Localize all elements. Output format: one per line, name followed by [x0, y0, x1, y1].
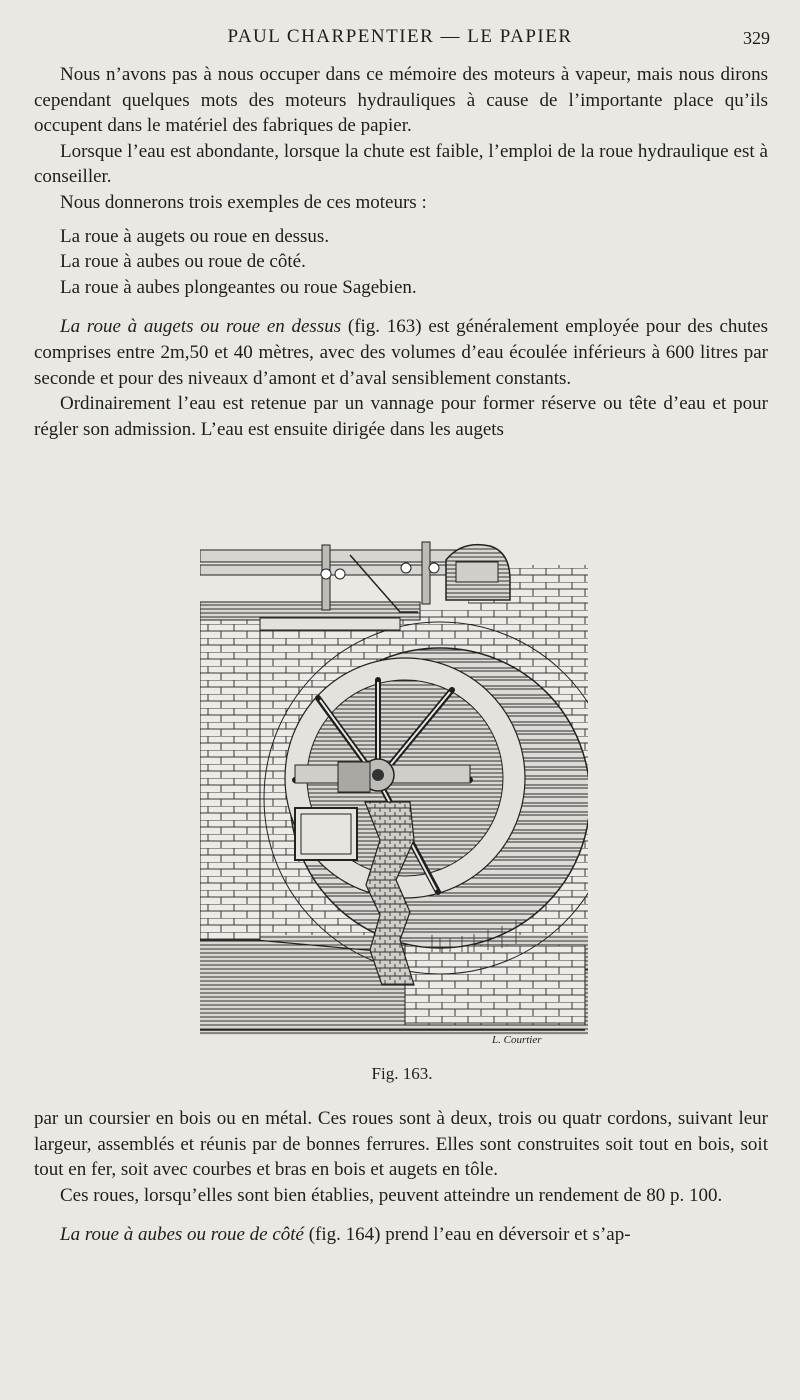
paragraph-sluice: Ordinairement l’eau est retenue par un vannage pour former réserve ou tête d’eau et pour régler son admission. L’eau est ensuite dirigée dans les augets [34, 393, 768, 440]
paragraph-race: par un coursier en bois ou en métal. Ces roues sont à deux, trois ou quatr cordons, suivant leur largeur, assemblés et réunis par de bonnes ferrures. Elles sont construites soit tout en bois, soit tout en fer, soit avec courbes et bras en bois et augets en tôle. [34, 1108, 768, 1181]
page-number: 329 [743, 28, 770, 48]
paragraph-efficiency: Ces roues, lorsqu’elles sont bien établies, peuvent atteindre un rendement de 80 p. 100. [60, 1184, 723, 1206]
list-item: La roue à aubes ou roue de côté. [60, 251, 306, 273]
paragraph-examples: Nous donnerons trois exemples de ces moteurs : [60, 191, 427, 213]
figure-caption: Fig. 163. [371, 1064, 433, 1083]
engraver-credit: L. Courtier [492, 1034, 542, 1046]
running-title: PAUL CHARPENTIER — LE PAPIER [227, 26, 573, 47]
text-block-lower [34, 1106, 768, 1248]
italic-term: La roue à augets ou roue en dessus [60, 316, 342, 338]
paragraph-intro: Nous n’avons pas à nous occuper dans ce mémoire des moteurs à vapeur, mais nous dirons cependant quelques mots des moteurs hydrauliques à cause de l’importante place qu’ils occupent dans le matériel des fabriques de papier. [34, 64, 768, 137]
running-header [0, 26, 800, 50]
text-block-upper [34, 62, 768, 442]
paragraph-water: Lorsque l’eau est abondante, lorsque la chute est faible, l’emploi de la roue hydraulique est à conseiller. [34, 140, 768, 188]
italic-term: La roue à aubes ou roue de côté [60, 1224, 304, 1246]
paragraph-overshot [34, 314, 768, 391]
paragraph-text: (fig. 163) est généralement employée pour des chutes comprises entre 2m,50 et 40 mètres, avec des volumes d’eau écoulée inférieurs à 600 litres par seconde et pour des niveaux d’amont et d’aval sensiblement constants. [34, 316, 769, 389]
paragraph-breastshot [34, 1222, 768, 1248]
paragraph-text: (fig. 164) prend l’eau en déversoir et s’ap- [303, 1224, 631, 1246]
motor-list [34, 224, 768, 301]
list-item: La roue à aubes plongeantes ou roue Sagebien. [60, 276, 417, 298]
list-item: La roue à augets ou roue en dessus. [60, 225, 330, 247]
water-wheel-figure [200, 540, 588, 1040]
overshot-wheel-illustration [200, 540, 588, 1040]
